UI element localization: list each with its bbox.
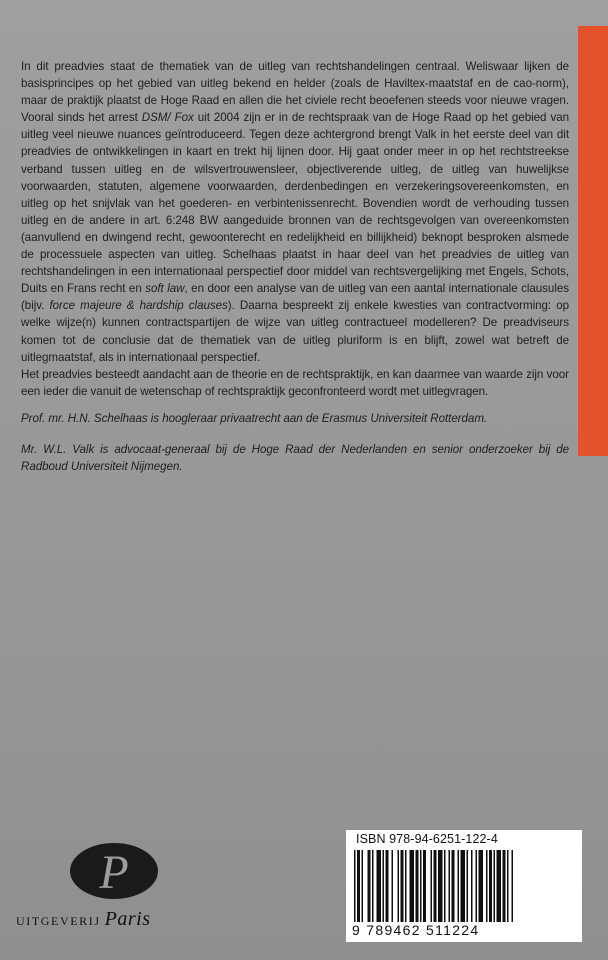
- barcode-bar: [503, 850, 506, 922]
- publisher-name-paris: Paris: [104, 908, 151, 930]
- p1-text-e: , en door een analyse van de uitleg van een aantal internationale clausules (bijv.: [21, 282, 569, 313]
- barcode-bar: [486, 850, 488, 922]
- p1-italic-clauses: force majeure & hardship clauses: [49, 299, 228, 313]
- barcode-bar: [416, 850, 419, 922]
- p1-italic-dsm-fox: DSM/ Fox: [141, 111, 194, 125]
- barcode-bar: [512, 850, 514, 922]
- barcode-bar: [357, 850, 360, 922]
- description-text-block: [21, 58, 569, 475]
- p1-italic-soft-law: soft law: [145, 282, 185, 296]
- description-paragraph-2: Het preadvies besteedt aandacht aan de theorie en de rechtspraktijk, en kan daarmee van waarde zijn voor een ieder die vanuit de wetenschap of rechtspraktijk geconfronteerd wordt met uitlegvragen.: [21, 367, 569, 398]
- barcode-bar: [434, 850, 437, 922]
- barcode-bar: [377, 850, 382, 922]
- barcode-bar: [467, 850, 469, 922]
- barcode-bar: [386, 850, 389, 922]
- barcode-bar: [461, 850, 466, 922]
- author-bio-valk: Mr. W.L. Valk is advocaat-generaal bij de Hoge Raad der Nederlanden en senior onderzoeker bij de Radboud Universiteit Nijmegen.: [21, 442, 569, 474]
- publisher-logo-icon: [68, 842, 160, 900]
- barcode-bar: [423, 850, 426, 922]
- barcode-bar: [372, 850, 374, 922]
- barcode-bar: [458, 850, 460, 922]
- barcode-bar: [497, 850, 502, 922]
- barcode-bar: [489, 850, 492, 922]
- barcode-bar: [401, 850, 404, 922]
- barcode-digits: 9 789462 511224: [352, 922, 480, 938]
- barcode-bar: [354, 850, 356, 922]
- description-paragraph-1: [21, 58, 569, 366]
- author-bio-schelhaas: Prof. mr. H.N. Schelhaas is hoogleraar privaatrecht aan de Erasmus Universiteit Rotterdam.: [21, 411, 488, 425]
- barcode-bar: [383, 850, 385, 922]
- barcode-bar: [476, 850, 478, 922]
- barcode-bar: [444, 850, 446, 922]
- barcode-bar: [438, 850, 443, 922]
- barcode-bar: [420, 850, 422, 922]
- publisher-name-uitgeverij: UITGEVERIJ: [16, 914, 101, 928]
- barcode-bar: [479, 850, 484, 922]
- barcode-bar: [392, 850, 394, 922]
- p1-text-g: ). Daarna bespreekt zij enkele kwesties van contractvorming: op welke wijze(n) kunnen contractspartijen de wijze van uitleg contractueel modelleren? De preadviseurs komen tot de conclusie dat de thematiek van de uitleg pluriform is en blijft, zowel wat betreft de uitlegmaatstaf, als in internationaal perspectief.: [21, 299, 569, 364]
- publisher-name: [16, 908, 216, 931]
- barcode-bar: [507, 850, 509, 922]
- barcode-bar: [452, 850, 455, 922]
- barcode-bar: [471, 850, 473, 922]
- p1-text-a: In dit preadvies staat de thematiek van de uitleg van rechtshandelingen centraal. Weliswaar lijken de basisprincipes op het gebied van uitleg bekend en helder (zoals de Haviltex-maatstaf en de cao-norm), maar de praktijk plaatst de Hoge Raad en allen die het civiele recht beoefenen steeds voor nieuwe vragen. Vooral sinds het arrest: [21, 60, 569, 125]
- barcode-bar: [494, 850, 496, 922]
- barcode-bar: [398, 850, 400, 922]
- barcode-bar: [431, 850, 433, 922]
- barcode-bar: [362, 850, 364, 922]
- barcode-bar: [449, 850, 451, 922]
- barcode-bar: [405, 850, 407, 922]
- barcode-bar: [368, 850, 371, 922]
- p1-text-c: uit 2004 zijn er in de rechtspraak van de Hoge Raad op het gebied van uitleg veel nieuwe nuances geïntroduceerd. Tegen deze achtergrond brengt Valk in het eerste deel van dit preadvies de ontwikkelingen in kaart en trekt hij lijnen door. Hij gaat onder meer in op het rechtstreekse verband tussen uitleg en de wilsvertrouwensleer, objectiverende uitleg, de uitleg van huwelijkse voorwaarden, statuten, algemene voorwaarden, derdenbedingen en verzekeringsovereenkomsten, en uitleg op het snijvlak van het goederen- en verbintenissenrecht. Bovendien wordt de verhouding tussen uitleg en de andere in art. 6:248 BW aangeduide bronnen van de rechtsgevolgen van overeenkomsten (aanvullend en dwingend recht, gewoonterecht en redelijkheid en billijkheid) beknopt besproken alsmede de processuele aspecten van uitleg. Schelhaas plaatst in haar deel van het preadvies de uitleg van rechtshandelingen in een internationaal perspectief door middel van rechtsvergelijking met Engels, Schots, Duits en Frans recht en: [21, 111, 569, 296]
- barcode-label: [346, 830, 582, 942]
- isbn-text: ISBN 978-94-6251-122-4: [356, 832, 498, 846]
- barcode-bars: [354, 850, 574, 922]
- barcode-bar: [410, 850, 415, 922]
- orange-accent-bar: [578, 26, 608, 456]
- logo-letter: P: [99, 846, 129, 899]
